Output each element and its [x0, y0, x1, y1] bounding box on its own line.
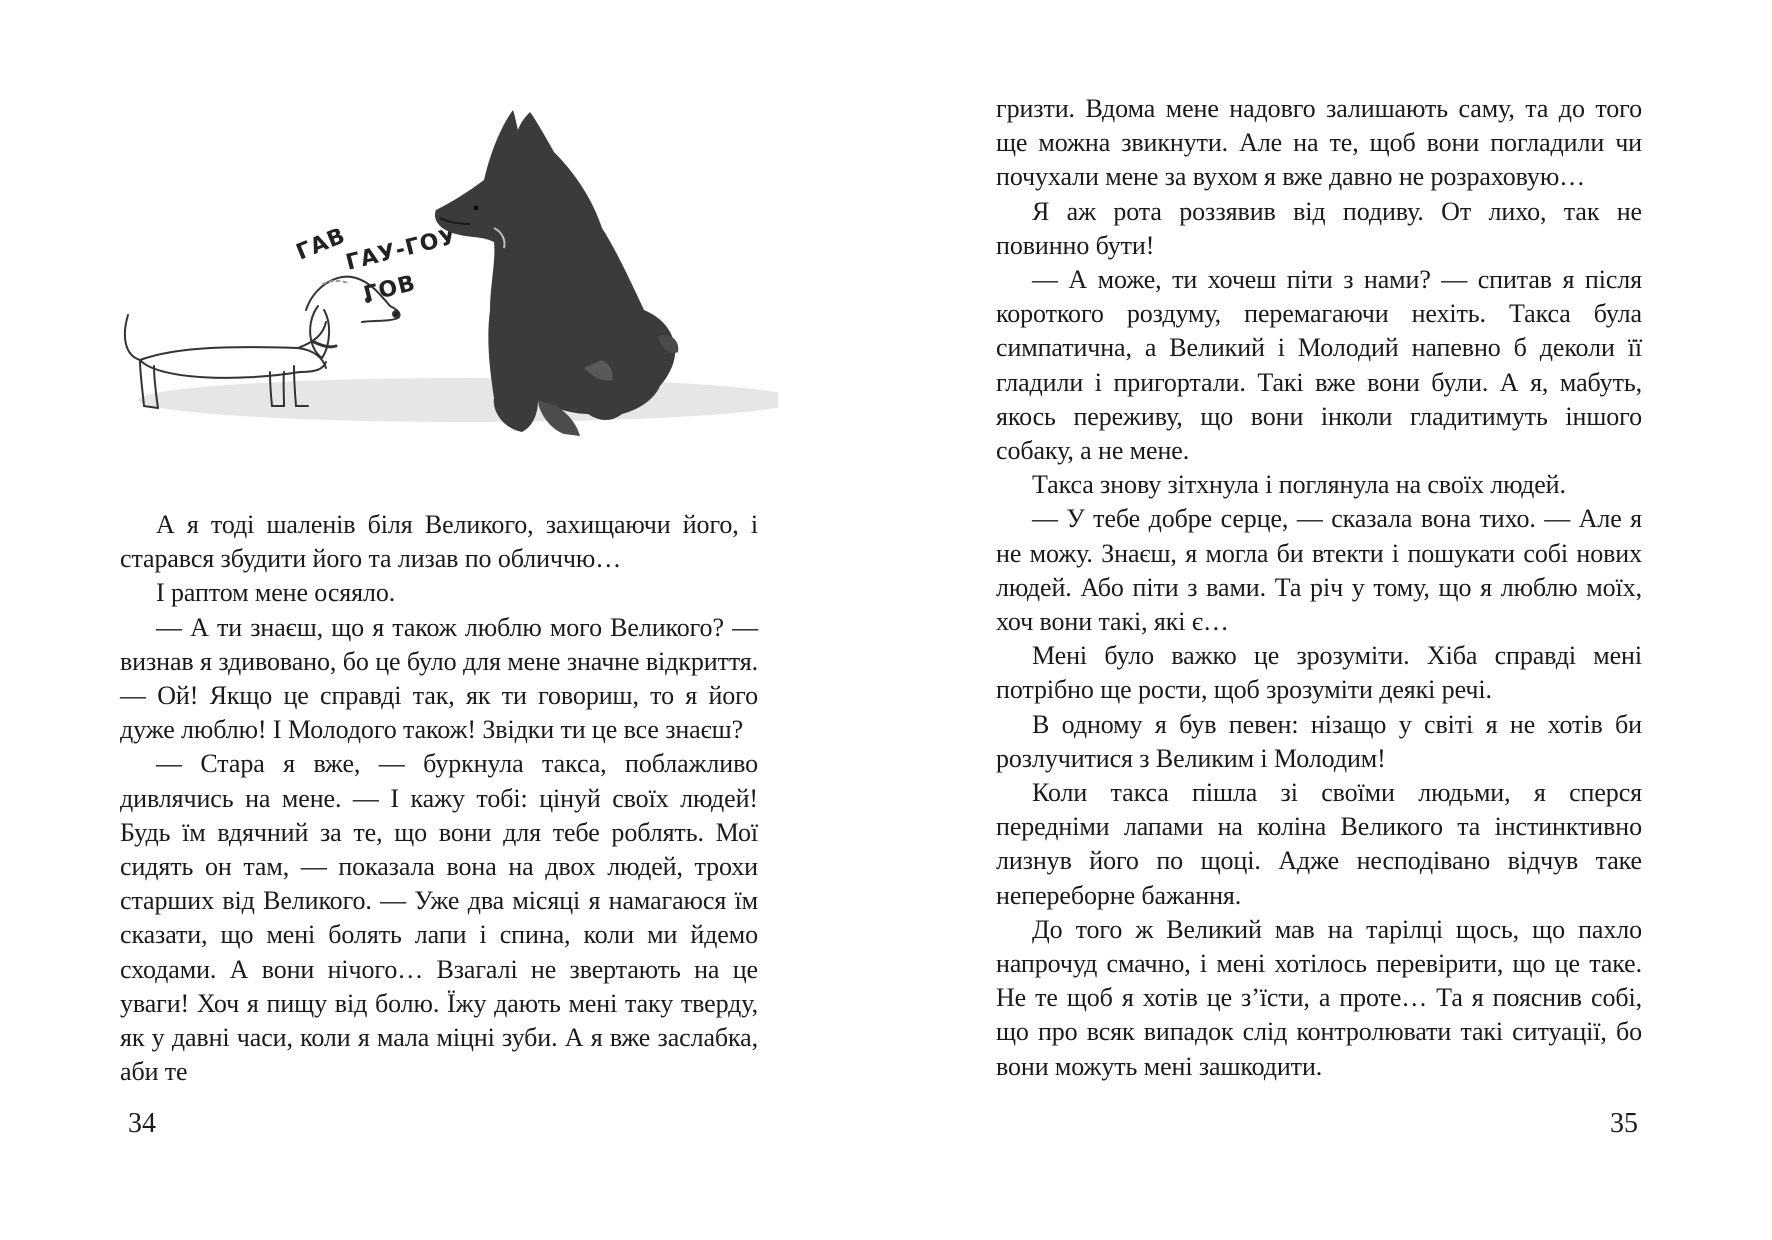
- paragraph: — А ти знаєш, що я також люблю мого Великого? — визнав я здивовано, бо це було для мене значне відкриття. — Ой! Якщо це справді так, як ти говориш, то я його дуже люблю! І Молодого також! Звідки ти це все знаєш?: [120, 612, 758, 745]
- dogs-illustration-svg: [118, 110, 778, 500]
- paragraph: В одному я був певен: нізащо у світі я не хотів би розлучитися з Великим і Молодим!: [996, 709, 1642, 773]
- right-page: [886, 0, 1772, 1240]
- paragraph: І раптом мене осяяло.: [156, 578, 396, 608]
- dogs-illustration: [118, 110, 778, 500]
- bark-word-3: ГОВ: [361, 270, 419, 308]
- paragraph: — А може, ти хочеш піти з нами? — спитав я після короткого роздуму, перемагаючи нехіть. Такса була симпатична, а Великий і Молодий напевно б деколи її гладили і пригортали. Такі вже вони були. А я, мабуть, якось переживу, що вони інколи гладитимуть іншого собаку, а не мене.: [996, 265, 1642, 466]
- ground-shadow: [138, 378, 778, 422]
- page-number-right: 35: [1610, 1108, 1638, 1139]
- paragraph: До того ж Великий мав на тарілці щось, що пахло напрочуд смачно, і мені хотілось перевірити, що це таке. Не те щоб я хотів це з’їсти, а проте… Та я пояснив собі, що про всяк випадок слід контролювати такі ситуації, бо вони можуть мені зашкодити.: [996, 914, 1642, 1081]
- paragraph: Мені було важко це зрозуміти. Хіба справді мені потрібно ще рости, щоб зрозуміти деякі речі.: [996, 641, 1642, 705]
- page-number-left: 34: [128, 1108, 156, 1139]
- left-page-text: [120, 508, 758, 1089]
- bark-word-1: ГАВ: [292, 223, 350, 266]
- paragraph: Я аж рота роззявив від подиву. От лихо, так не повинно бути!: [996, 196, 1642, 260]
- bark-word-2: ГАУ-ГОУ: [343, 224, 460, 276]
- paragraph-continuation: гризти. Вдома мене надовго залишають саму, та до того ще можна звикнути. Але на те, щоб вони погладили чи почухали мене за вухом я вже давно не розраховую…: [996, 94, 1642, 192]
- paragraph: Коли такса пішла зі своїми людьми, я сперся передніми лапами на коліна Великого та інстинктивно лизнув його по щоці. Адже несподівано відчув таке непереборне бажання.: [996, 778, 1642, 910]
- paragraph: Такса знову зітхнула і поглянула на своїх людей.: [1032, 470, 1566, 500]
- paragraph: — Стара я вже, — буркнула такса, поблажливо дивлячись на мене. — І кажу тобі: цінуй своїх людей! Будь їм вдячний за те, що вони для тебе роблять. Мої сидять он там, — показала вона на двох людей, трохи старших від Великого. — Уже два місяці я намагаюся їм сказати, що мені болять лапи і спина, коли ми йдемо сходами. А вони нічого… Взагалі не звертають на це уваги! Хоч я пищу від болю. Їжу дають мені таку тверду, як у давні часи, коли я мала міцні зуби. А я вже заслабка, аби те: [120, 749, 758, 1087]
- paragraph: — У тебе добре серце, — сказала вона тихо. — Але я не можу. Знаєш, я могла би втекти і пошукати собі нових людей. Або піти з вами. Та річ у тому, що я люблю моїх, хоч вони такі, які є…: [996, 504, 1642, 637]
- paragraph: А я тоді шаленів біля Великого, захищаючи його, і старався збудити його та лизав по обличчю…: [120, 510, 758, 574]
- right-page-text: [996, 92, 1642, 1084]
